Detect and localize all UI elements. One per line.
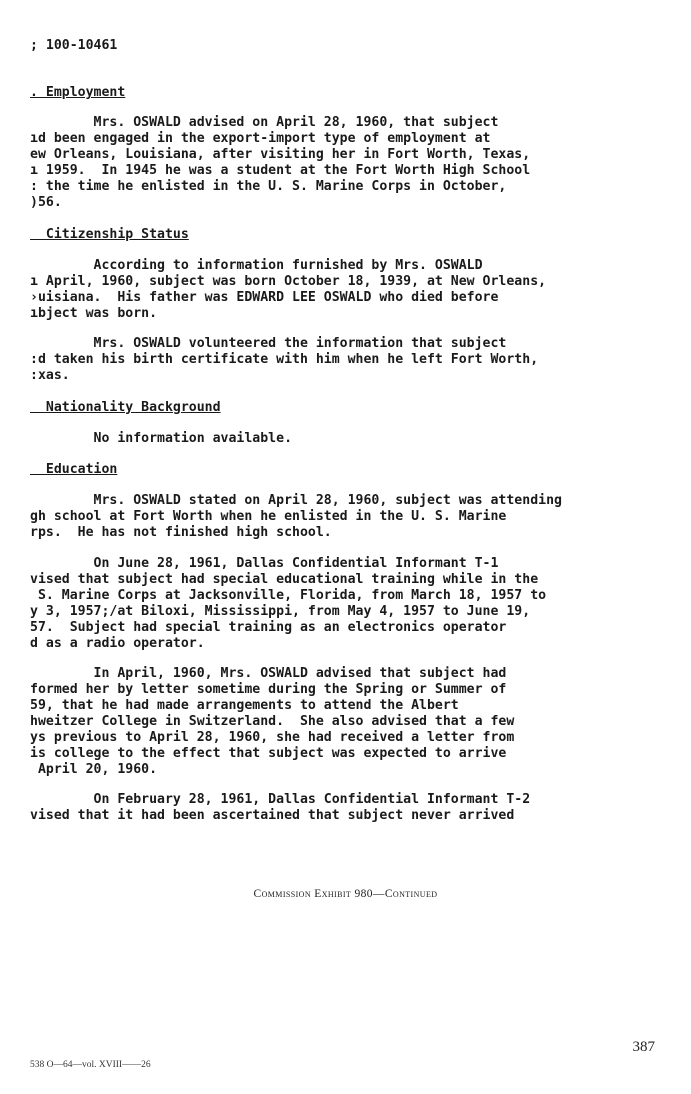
paragraph-line: ys previous to April 28, 1960, she had received a letter from <box>30 730 515 745</box>
paragraph-line: )56. <box>30 195 62 210</box>
paragraph-line: Mrs. OSWALD advised on April 28, 1960, that subject <box>30 115 499 130</box>
page-number: 387 <box>632 1039 655 1055</box>
paragraph-line: :d taken his birth certificate with him when he left Fort Worth, <box>30 352 539 367</box>
paragraph-line: ıbject was born. <box>30 306 158 321</box>
paragraph-line: is college to the effect that subject was expected to arrive <box>30 746 507 761</box>
paragraph-line: : the time he enlisted in the U. S. Marine Corps in October, <box>30 179 507 194</box>
paragraph-line: gh school at Fort Worth when he enlisted in the U. S. Marine <box>30 509 507 524</box>
paragraph-line: rps. He has not finished high school. <box>30 525 332 540</box>
paragraph-line: :xas. <box>30 368 70 383</box>
paragraph-line: According to information furnished by Mrs. OSWALD <box>30 258 483 273</box>
paragraph-line: y 3, 1957;/at Biloxi, Mississippi, from May 4, 1957 to June 19, <box>30 604 531 619</box>
exhibit-caption: Commission Exhibit 980—Continued <box>253 888 438 900</box>
paragraph-line: S. Marine Corps at Jacksonville, Florida, from March 18, 1957 to <box>30 588 547 603</box>
paragraph-line: 57. Subject had special training as an electronics operator <box>30 620 507 635</box>
file-number: ; 100-10461 <box>30 38 118 53</box>
print-line: 538 O—64—vol. XVIII——26 <box>30 1060 151 1070</box>
paragraph-line: formed her by letter sometime during the Spring or Summer of <box>30 682 507 697</box>
paragraph-line: vised that it had been ascertained that subject never arrived <box>30 808 515 823</box>
paragraph-line: ›uisiana. His father was EDWARD LEE OSWALD who died before <box>30 290 499 305</box>
paragraph-line: April 20, 1960. <box>30 762 158 777</box>
paragraph-line: hweitzer College in Switzerland. She also advised that a few <box>30 714 515 729</box>
section-heading-nationality-background: Nationality Background <box>30 400 221 415</box>
paragraph-line: On February 28, 1961, Dallas Confidential Informant T-2 <box>30 792 531 807</box>
paragraph-line: Mrs. OSWALD volunteered the information that subject <box>30 336 507 351</box>
paragraph-line: ı April, 1960, subject was born October 18, 1939, at New Orleans, <box>30 274 547 289</box>
paragraph-line: ew Orleans, Louisiana, after visiting her in Fort Worth, Texas, <box>30 147 531 162</box>
section-heading-education: Education <box>30 462 118 477</box>
paragraph-line: d as a radio operator. <box>30 636 205 651</box>
paragraph-line: 59, that he had made arrangements to attend the Albert <box>30 698 459 713</box>
paragraph-line: In April, 1960, Mrs. OSWALD advised that subject had <box>30 666 507 681</box>
paragraph-line: ıd been engaged in the export-import type of employment at <box>30 131 491 146</box>
paragraph-line: On June 28, 1961, Dallas Confidential Informant T-1 <box>30 556 499 571</box>
paragraph-line: ı 1959. In 1945 he was a student at the Fort Worth High School <box>30 163 531 178</box>
paragraph-line: No information available. <box>30 431 293 446</box>
paragraph-line: vised that subject had special educational training while in the <box>30 572 539 587</box>
paragraph-line: Mrs. OSWALD stated on April 28, 1960, subject was attending <box>30 493 562 508</box>
section-heading-citizenship-status: Citizenship Status <box>30 227 189 242</box>
section-heading-employment: . Employment <box>30 85 126 100</box>
